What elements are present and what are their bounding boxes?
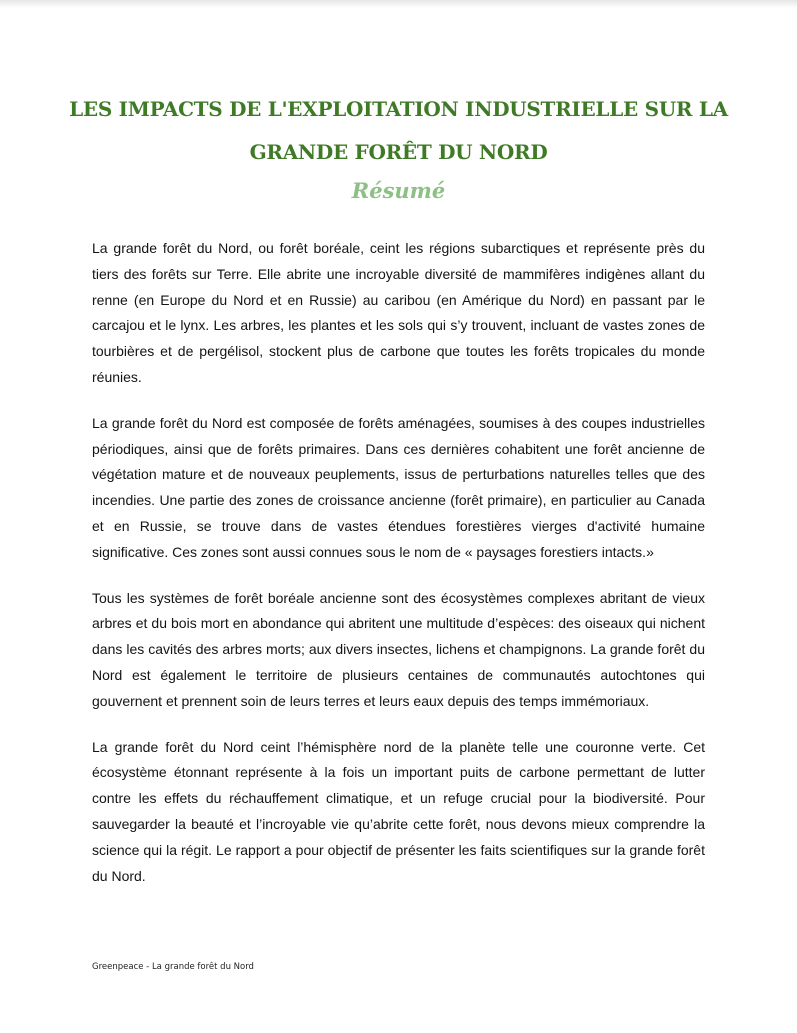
document-title: LES IMPACTS DE L'EXPLOITATION INDUSTRIELLE SUR LA GRANDE FORÊT DU NORD [69,97,728,164]
paragraph: La grande forêt du Nord, ou forêt boréale, ceint les régions subarctiques et représente près du tiers des forêts sur Terre. Elle abrite une incroyable diversité de mammifères indigènes allant du renne (en Europe du Nord et en Russie) au caribou (en Amérique du Nord) en passant par le carcajou et le lynx. Les arbres, les plantes et les sols qui s’y trouvent, incluant de vastes zones de tourbières et de pergélisol, stockent plus de carbone que toutes les forêts tropicales du monde réunies. [92,240,705,385]
paragraph: La grande forêt du Nord ceint l’hémisphère nord de la planète telle une couronne verte. Cet écosystème étonnant représente à la fois un important puits de carbone permettant de lutter contre les effets du réchauffement climatique, et un refuge crucial pour la biodiversité. Pour sauvegarder la beauté et l’incroyable vie qu’abrite cette forêt, nous devons mieux comprendre la science qui la régit. Le rapport a pour objectif de présenter les faits scientifiques sur la grande forêt du Nord. [92,738,705,884]
page-top-shadow [0,0,797,8]
document-body [92,236,705,909]
page-footer: Greenpeace - La grande forêt du Nord [92,962,254,972]
paragraph: Tous les systèmes de forêt boréale ancienne sont des écosystèmes complexes abritant de vieux arbres et du bois mort en abondance qui abritent une multitude d’espèces: des oiseaux qui nichent dans les cavités des arbres morts; aux divers insectes, lichens et champignons. La grande forêt du Nord est également le territoire de plusieurs centaines de communautés autochtones qui gouvernent et prennent soin de leurs terres et leurs eaux depuis des temps immémoriaux. [92,589,705,709]
paragraph: La grande forêt du Nord est composée de forêts aménagées, soumises à des coupes industrielles périodiques, ainsi que de forêts primaires. Dans ces dernières cohabitent une forêt ancienne de végétation mature et de nouveaux peuplements, issus de perturbations naturelles telles que des incendies. Une partie des zones de croissance ancienne (forêt primaire), en particulier au Canada et en Russie, se trouve dans de vastes étendues forestières vierges d'activité humaine significative. Ces zones sont aussi connues sous le nom de « paysages forestiers intacts.» [92,414,705,560]
document-subtitle: Résumé [351,178,446,203]
